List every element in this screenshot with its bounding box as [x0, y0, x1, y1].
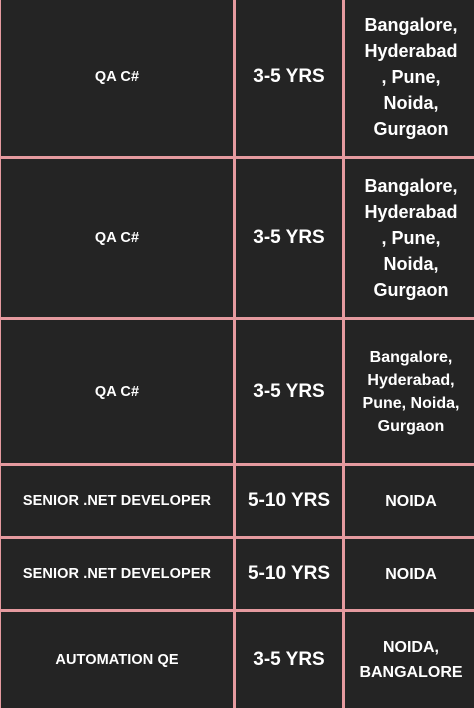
job-experience-cell: 3-5 YRS [236, 612, 342, 708]
job-location-cell: Bangalore, Hyderabad, Pune, Noida, Gurgaon [345, 320, 474, 463]
job-location-cell: NOIDA [345, 539, 474, 609]
job-location-cell: NOIDA [345, 466, 474, 536]
job-location-cell: Bangalore, Hyderabad , Pune, Noida, Gurgaon [345, 0, 474, 156]
job-experience-cell: 3-5 YRS [236, 159, 342, 317]
job-role-cell: QA C# [1, 0, 233, 156]
job-location-cell: Bangalore, Hyderabad , Pune, Noida, Gurgaon [345, 159, 474, 317]
job-experience-cell: 3-5 YRS [236, 0, 342, 156]
job-role-cell: SENIOR .NET DEVELOPER [1, 466, 233, 536]
job-role-cell: QA C# [1, 159, 233, 317]
job-experience-cell: 3-5 YRS [236, 320, 342, 463]
job-location-cell: NOIDA, BANGALORE [345, 612, 474, 708]
job-role-cell: SENIOR .NET DEVELOPER [1, 539, 233, 609]
job-experience-cell: 5-10 YRS [236, 539, 342, 609]
job-role-cell: QA C# [1, 320, 233, 463]
job-experience-cell: 5-10 YRS [236, 466, 342, 536]
job-role-cell: AUTOMATION QE [1, 612, 233, 708]
